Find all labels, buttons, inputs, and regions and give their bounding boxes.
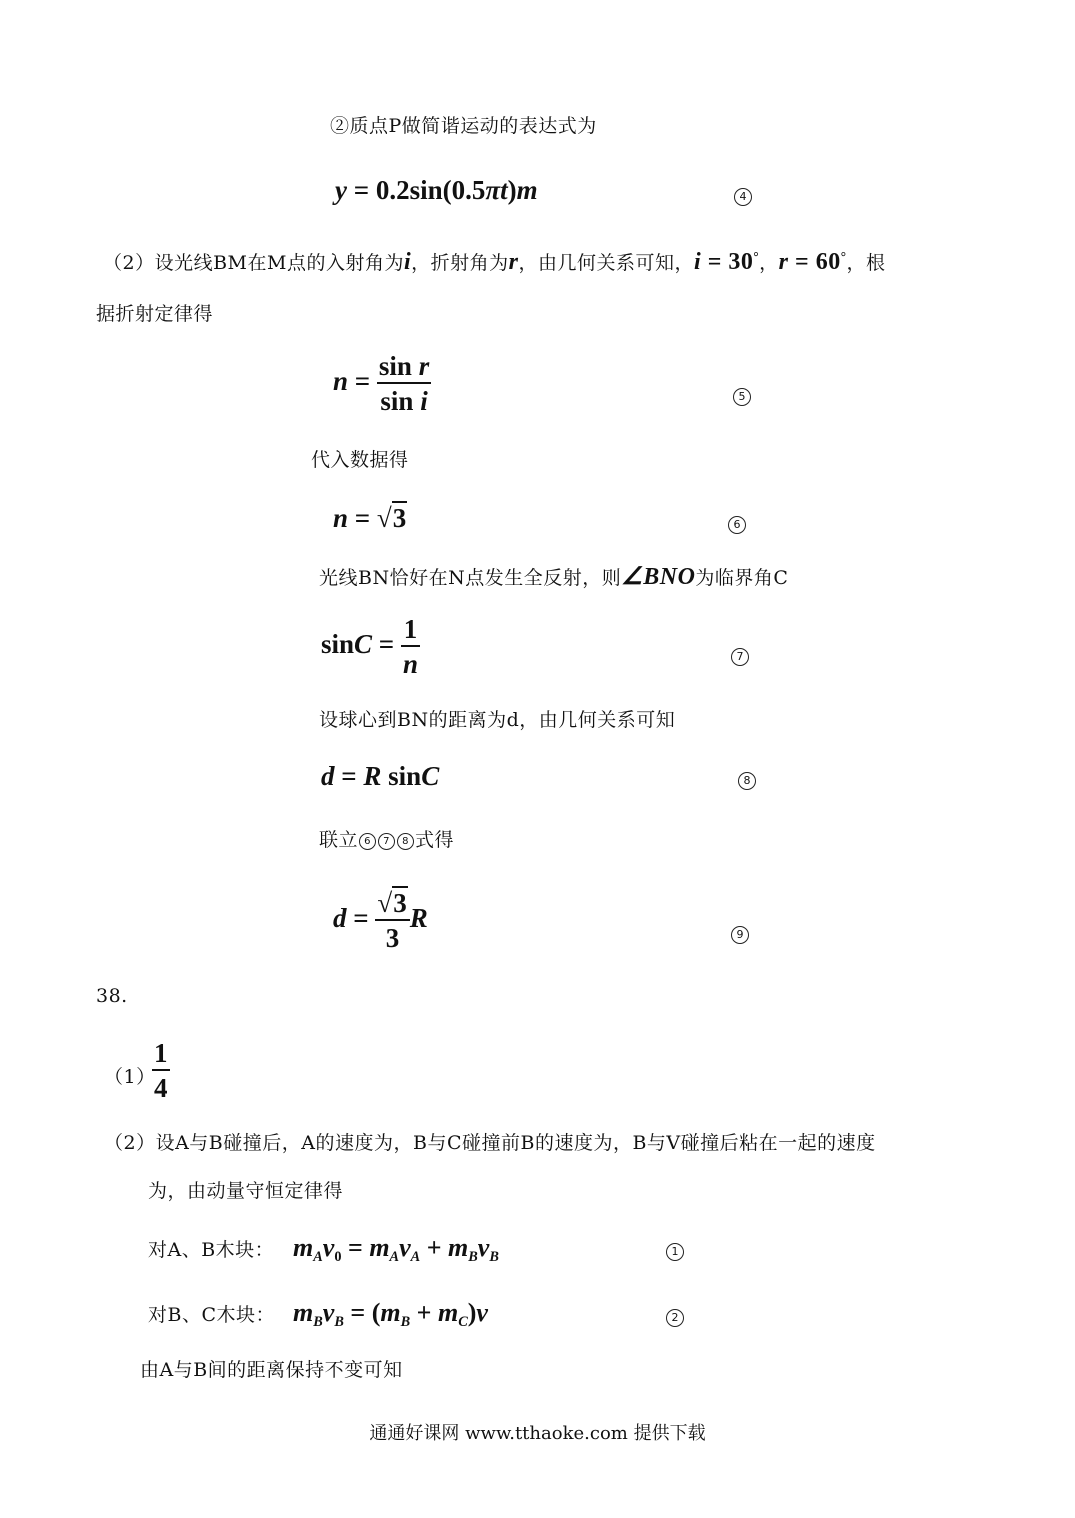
part2-line1: （2）设光线BM在M点的入射角为i，折射角为r，由几何关系可知，i = 30°，r = 60°，根 <box>103 249 886 275</box>
equation-ab: $m_Av_0 = m_Av_A + m_Bv_B$ <box>293 1233 499 1265</box>
eq-number-5: 5 <box>733 388 751 406</box>
page-footer: 通通好课网 www.tthaoke.com 提供下载 <box>369 1423 706 1444</box>
combine-line: 联立 6 7 8 式得 <box>319 829 455 851</box>
ab-label: 对A、B木块： <box>148 1239 275 1261</box>
equation-4: y = 0.2sin(0.5πt)m <box>335 175 538 205</box>
q38-part2-line2: 为，由动量守恒定律得 <box>148 1180 344 1202</box>
equation-8: d = R sinC <box>321 761 440 791</box>
d-line: 设球心到BN的距离为d，由几何关系可知 <box>319 709 676 731</box>
equation-9: d = $\frac{√3}{3}$ R <box>333 888 428 953</box>
equation-6: n = √3 <box>333 503 407 533</box>
bc-label: 对B、C木块： <box>148 1304 276 1326</box>
last-line: 由A与B间的距离保持不变可知 <box>140 1359 403 1381</box>
eq-number-ab: 1 <box>666 1243 684 1261</box>
equation-7: sinC = $\frac{1}{n}$ <box>321 614 418 679</box>
eq-number-4: 4 <box>734 188 752 206</box>
q38-part1-label: （1） <box>104 1066 156 1088</box>
part2-line2: 据折射定律得 <box>96 303 214 325</box>
q38-part1-answer: $\frac{1}{4}$ <box>154 1038 168 1103</box>
equation-bc: $m_Bv_B = (m_B + m_C)v$ <box>293 1298 488 1330</box>
q38-part2-line1: （2）设A与B碰撞后，A的速度为，B与C碰撞前B的速度为，B与V碰撞后粘在一起的速度 <box>104 1132 876 1154</box>
eq-number-6: 6 <box>728 516 746 534</box>
eq-number-8: 8 <box>738 772 756 790</box>
substitute-text: 代入数据得 <box>311 449 409 471</box>
eq-number-bc: 2 <box>666 1309 684 1327</box>
expression-intro: ②质点P做简谐运动的表达式为 <box>330 115 597 137</box>
eq-number-9: 9 <box>731 926 749 944</box>
equation-5: n = $\frac{\text{sin r}}{\text{sin i}}$ <box>333 351 430 416</box>
question-38: 38. <box>96 985 128 1007</box>
eq-number-7: 7 <box>731 648 749 666</box>
bn-line: 光线BN恰好在N点发生全反射，则∠BNO为临界角C <box>319 564 789 590</box>
